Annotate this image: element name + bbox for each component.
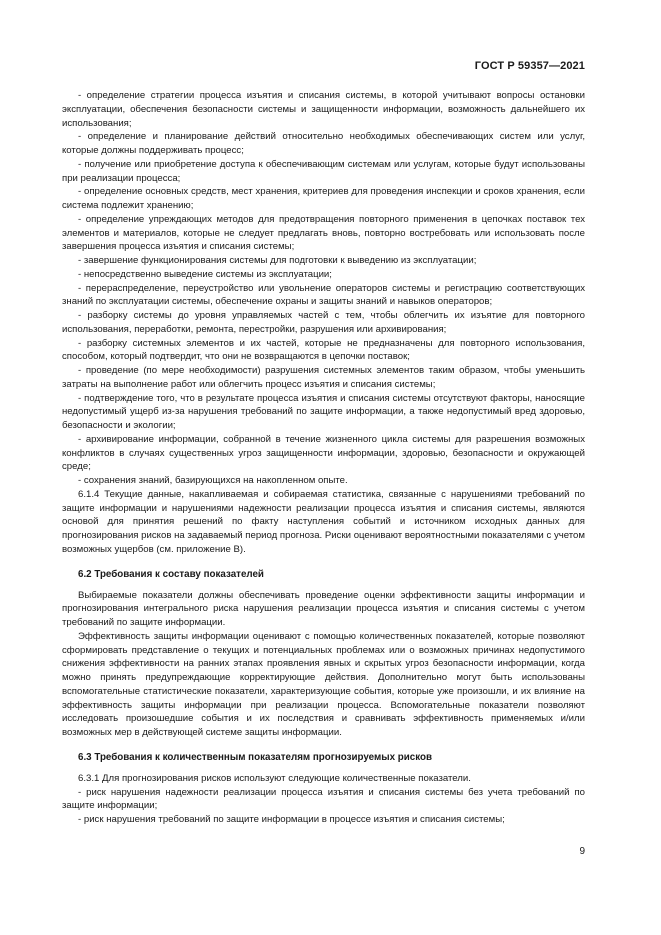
paragraph: - разборку системы до уровня управляемых частей с тем, чтобы облегчить их изъятие для повторного использования, переработки, ремонта, перестройки, разрушения или архивирования; [62,310,585,335]
paragraph: - подтверждение того, что в результате процесса изъятия и списания системы отсутствуют факторы, наносящие недопустимый ущерб из-за нарушения требований по защите информации, а также недопустимый вред здоровью, безопасности и экологии; [62,392,585,431]
paragraph: - архивирование информации, собранной в течение жизненного цикла системы для разрешения возможных конфликтов в случаях существенных угроз защищенности информации, здоровью, безопасности и окружающей среде; [62,433,585,473]
paragraph: - перераспределение, переустройство или увольнение операторов системы и регистрацию соответствующих знаний по эксплуатации системы, обеспечение охраны и защиты знаний и навыков операторов; [62,282,585,308]
standard-header: ГОСТ Р 59357—2021 [474,60,585,72]
paragraph: Выбираемые показатели должны обеспечивать проведение оценки эффективности защиты информации и прогнозирования интегрального риска нарушения реализации процесса изъятия и списания системы с учетом требований по защите информации. [62,589,585,628]
paragraph: - определение стратегии процесса изъятия и списания системы, в которой учитывают вопросы остановки эксплуатации, обеспечения безопасности системы и защищенности информации, возможность дальнейшего их использования; [62,90,585,129]
section-heading-6-3: 6.3 Требования к количественным показателям прогнозируемых рисков [78,751,433,763]
document-body [62,89,585,827]
page-number: 9 [579,846,585,857]
section-heading-6-2: 6.2 Требования к составу показателей [78,568,264,580]
paragraph: - получение или приобретение доступа к обеспечивающим системам или услугам, которые будут использованы при реализации процесса; [62,158,585,184]
paragraph: - разборку системных элементов и их частей, которые не предназначены для повторного использования, способом, который подтвердит, что они не возвращаются в цепочки поставок; [62,337,585,363]
paragraph: - непосредственно выведение системы из эксплуатации; [78,268,332,280]
paragraph: - определение и планирование действий относительно необходимых обеспечивающих систем или услуг, которые должны поддерживать процесс; [62,131,585,156]
paragraph: - определение основных средств, мест хранения, критериев для проведения инспекции и сроков хранения, если система подлежит хранению; [62,186,585,211]
paragraph: - проведение (по мере необходимости) разрушения системных элементов таким образом, чтобы уменьшить затраты на выполнение работ или облегчить процесс изъятия и списания системы; [62,365,585,390]
paragraph: 6.1.4 Текущие данные, накапливаемая и собираемая статистика, связанные с нарушениями требований по защите информации и нарушениями надежности реализации процесса изъятия и списания системы, являются основой для принятия решений по факту наступления событий и источником исходных данных для прогнозирования рисков на задаваемый период прогноза. Риски оценивают вероятностными показателями с учетом возможных ущербов (см. приложение В). [62,488,585,555]
paragraph: - определение упреждающих методов для предотвращения повторного применения в цепочках поставок тех элементов и материалов, которые не следует предлагать вновь, повторно востребовать или использовать после завершения процесса изъятия и списания системы; [62,213,585,253]
paragraph: - риск нарушения требований по защите информации в процессе изъятия и списания системы; [78,814,505,825]
paragraph: - завершение функционирования системы для подготовки к выведению из эксплуатации; [78,255,477,266]
paragraph: 6.3.1 Для прогнозирования рисков используют следующие количественные показатели. [78,772,471,784]
paragraph: - сохранения знаний, базирующихся на накопленном опыте. [78,475,348,486]
paragraph: - риск нарушения надежности реализации процесса изъятия и списания системы без учета требований по защите информации; [62,786,585,812]
paragraph: Эффективность защиты информации оценивают с помощью количественных показателей, которые позволяют сформировать представление о текущих и потенциальных проблемах или о возможных причинах недопустимого снижения эффективности на ранних этапах проявления явных и скрытых угроз безопасности информации, когда можно принять предупреждающие корректирующие действия. Дополнительно могут быть использованы вспомогательные статистические показатели, характеризующие события, которые уже произошли, и их влияние на эффективность защиты информации при реализации процесса. Вспомогательные показатели позволяют исследовать произошедшие события и их последствия и сравнивать эффективность применяемых и/или возможных мер в действующей системе защиты информации. [62,630,585,738]
